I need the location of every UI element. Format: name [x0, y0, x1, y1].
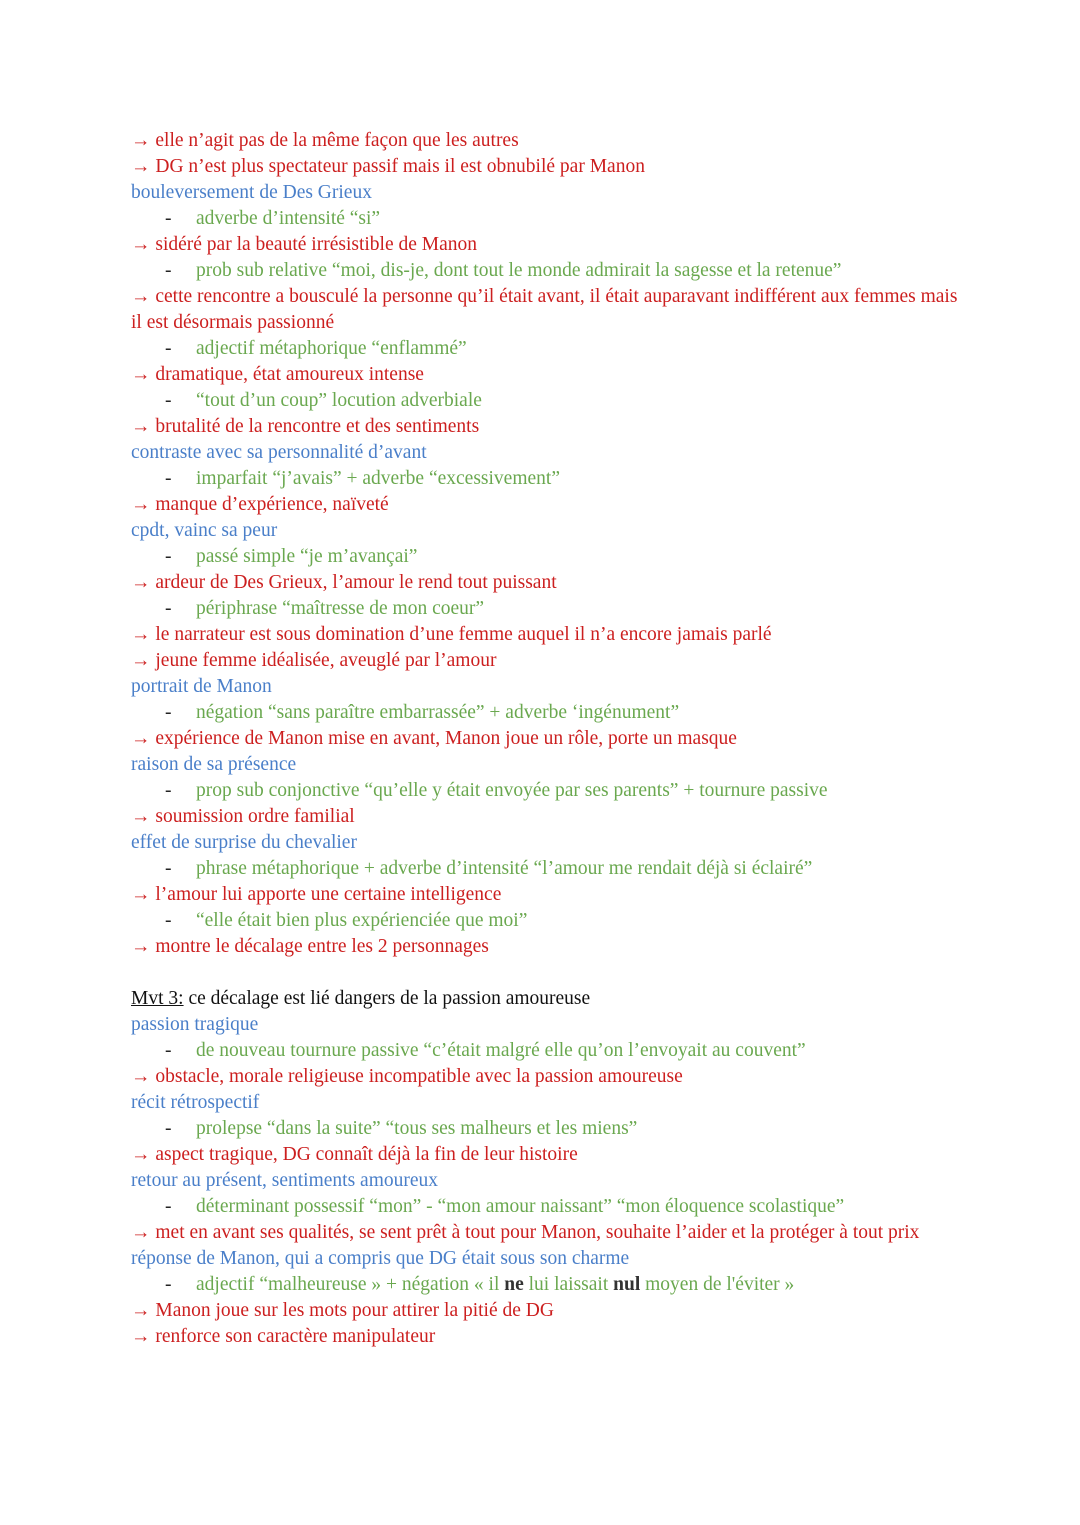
evidence-bullet	[131, 258, 971, 284]
topic-heading: retour au présent, sentiments amoureux	[131, 1170, 439, 1191]
evidence-bullet	[131, 1194, 971, 1220]
conclusion-text: soumission ordre familial	[155, 806, 355, 827]
section-label: Mvt 3:	[131, 988, 184, 1009]
arrow-icon: →	[131, 806, 156, 827]
arrow-icon: →	[131, 130, 156, 151]
evidence-bullet	[131, 700, 971, 726]
topic-heading: portrait de Manon	[131, 676, 272, 697]
arrow-icon: →	[131, 156, 156, 177]
topic-heading: raison de sa présence	[131, 754, 297, 775]
dash-bullet-icon: -	[165, 1118, 172, 1139]
conclusion-text: met en avant ses qualités, se sent prêt à tout pour Manon, souhaite l’aider et la protéger à tout prix	[155, 1222, 920, 1243]
dash-bullet-icon: -	[165, 1040, 172, 1061]
evidence-bullet	[131, 1116, 971, 1142]
arrow-icon: →	[131, 572, 156, 593]
section-text: ce décalage est lié dangers de la passion amoureuse	[183, 988, 591, 1009]
evidence-text: adjectif métaphorique “enflammé”	[196, 338, 467, 359]
evidence-text: prolepse “dans la suite” “tous ses malheurs et les miens”	[196, 1118, 638, 1139]
emphasized-word: ne	[504, 1274, 524, 1295]
evidence-text: “tout d’un coup” locution adverbiale	[196, 390, 482, 411]
arrow-icon: →	[131, 1326, 156, 1347]
arrow-icon: →	[131, 650, 156, 671]
topic-heading: récit rétrospectif	[131, 1092, 260, 1113]
emphasized-word: nul	[613, 1274, 641, 1295]
evidence-text: adverbe d’intensité “si”	[196, 208, 381, 229]
conclusion-line	[131, 1220, 971, 1246]
arrow-icon: →	[131, 884, 156, 905]
blank-line	[131, 960, 971, 986]
evidence-bullet	[131, 388, 971, 414]
dash-bullet-icon: -	[165, 598, 172, 619]
evidence-bullet	[131, 544, 971, 570]
conclusion-line	[131, 128, 971, 154]
topic-heading: cpdt, vainc sa peur	[131, 520, 278, 541]
evidence-text: prop sub conjonctive “qu’elle y était envoyée par ses parents” + tournure passive	[196, 780, 828, 801]
conclusion-line	[131, 882, 971, 908]
evidence-bullet	[131, 206, 971, 232]
conclusion-text: Manon joue sur les mots pour attirer la pitié de DG	[155, 1300, 554, 1321]
conclusion-text: cette rencontre a bousculé la personne qu’il était avant, il était auparavant indifférent aux femmes mais il est désormais passionné	[131, 286, 958, 333]
evidence-text: imparfait “j’avais” + adverbe “excessivement”	[196, 468, 560, 489]
conclusion-text: dramatique, état amoureux intense	[155, 364, 424, 385]
dash-bullet-icon: -	[165, 702, 172, 723]
arrow-icon: →	[131, 624, 156, 645]
dash-bullet-icon: -	[165, 260, 172, 281]
conclusion-text: aspect tragique, DG connaît déjà la fin de leur histoire	[155, 1144, 578, 1165]
conclusion-text: l’amour lui apporte une certaine intelligence	[155, 884, 502, 905]
arrow-icon: →	[131, 1222, 156, 1243]
evidence-bullet	[131, 596, 971, 622]
conclusion-text: sidéré par la beauté irrésistible de Manon	[155, 234, 478, 255]
conclusion-line	[131, 934, 971, 960]
evidence-text: périphrase “maîtresse de mon coeur”	[196, 598, 485, 619]
topic-heading: réponse de Manon, qui a compris que DG était sous son charme	[131, 1248, 630, 1269]
conclusion-text: brutalité de la rencontre et des sentiments	[155, 416, 480, 437]
evidence-text: adjectif “malheureuse » + négation « il	[196, 1274, 505, 1295]
evidence-bullet	[131, 778, 971, 804]
arrow-icon: →	[131, 1066, 156, 1087]
evidence-bullet	[131, 1272, 971, 1298]
evidence-bullet	[131, 908, 971, 934]
conclusion-line	[131, 1298, 971, 1324]
conclusion-line	[131, 284, 971, 336]
topic-heading: contraste avec sa personnalité d’avant	[131, 442, 427, 463]
conclusion-line	[131, 414, 971, 440]
arrow-icon: →	[131, 936, 156, 957]
evidence-text: déterminant possessif “mon” - “mon amour naissant” “mon éloquence scolastique”	[196, 1196, 845, 1217]
arrow-icon: →	[131, 1144, 156, 1165]
conclusion-text: ardeur de Des Grieux, l’amour le rend tout puissant	[155, 572, 557, 593]
conclusion-text: elle n’agit pas de la même façon que les autres	[155, 130, 519, 151]
section-title	[131, 986, 971, 1012]
conclusion-line	[131, 622, 971, 648]
conclusion-line	[131, 1324, 971, 1350]
arrow-icon: →	[131, 416, 156, 437]
evidence-text: moyen de l'éviter »	[640, 1274, 795, 1295]
conclusion-line	[131, 726, 971, 752]
conclusion-text: manque d’expérience, naïveté	[155, 494, 389, 515]
arrow-icon: →	[131, 494, 156, 515]
conclusion-text: expérience de Manon mise en avant, Manon joue un rôle, porte un masque	[155, 728, 737, 749]
evidence-bullet	[131, 466, 971, 492]
evidence-text: prob sub relative “moi, dis-je, dont tout le monde admirait la sagesse et la retenue”	[196, 260, 842, 281]
dash-bullet-icon: -	[165, 208, 172, 229]
evidence-text: phrase métaphorique + adverbe d’intensité “l’amour me rendait déjà si éclairé”	[196, 858, 813, 879]
evidence-text: lui laissait	[523, 1274, 614, 1295]
conclusion-text: montre le décalage entre les 2 personnages	[155, 936, 489, 957]
dash-bullet-icon: -	[165, 780, 172, 801]
conclusion-line	[131, 362, 971, 388]
conclusion-text: renforce son caractère manipulateur	[155, 1326, 436, 1347]
arrow-icon: →	[131, 364, 156, 385]
conclusion-line	[131, 1064, 971, 1090]
conclusion-line	[131, 1142, 971, 1168]
conclusion-text: DG n’est plus spectateur passif mais il est obnubilé par Manon	[155, 156, 645, 177]
conclusion-line	[131, 804, 971, 830]
evidence-text: “elle était bien plus expérienciée que moi”	[196, 910, 528, 931]
dash-bullet-icon: -	[165, 468, 172, 489]
evidence-bullet	[131, 856, 971, 882]
arrow-icon: →	[131, 234, 156, 255]
dash-bullet-icon: -	[165, 1196, 172, 1217]
dash-bullet-icon: -	[165, 338, 172, 359]
evidence-text: négation “sans paraître embarrassée” + adverbe ‘ingénument”	[196, 702, 680, 723]
dash-bullet-icon: -	[165, 910, 172, 931]
document-body	[131, 128, 971, 1350]
evidence-text: passé simple “je m’avançai”	[196, 546, 418, 567]
arrow-icon: →	[131, 286, 156, 307]
topic-heading: passion tragique	[131, 1014, 259, 1035]
dash-bullet-icon: -	[165, 390, 172, 411]
topic-heading: effet de surprise du chevalier	[131, 832, 357, 853]
conclusion-text: obstacle, morale religieuse incompatible avec la passion amoureuse	[155, 1066, 683, 1087]
conclusion-line	[131, 232, 971, 258]
conclusion-line	[131, 492, 971, 518]
topic-heading: bouleversement de Des Grieux	[131, 182, 372, 203]
conclusion-line	[131, 570, 971, 596]
dash-bullet-icon: -	[165, 1274, 172, 1295]
arrow-icon: →	[131, 1300, 156, 1321]
conclusion-text: le narrateur est sous domination d’une femme auquel il n’a encore jamais parlé	[155, 624, 772, 645]
evidence-bullet	[131, 336, 971, 362]
evidence-bullet	[131, 1038, 971, 1064]
evidence-text: de nouveau tournure passive “c’était malgré elle qu’on l’envoyait au couvent”	[196, 1040, 806, 1061]
dash-bullet-icon: -	[165, 546, 172, 567]
conclusion-line	[131, 648, 971, 674]
arrow-icon: →	[131, 728, 156, 749]
dash-bullet-icon: -	[165, 858, 172, 879]
conclusion-line	[131, 154, 971, 180]
conclusion-text: jeune femme idéalisée, aveuglé par l’amour	[155, 650, 497, 671]
